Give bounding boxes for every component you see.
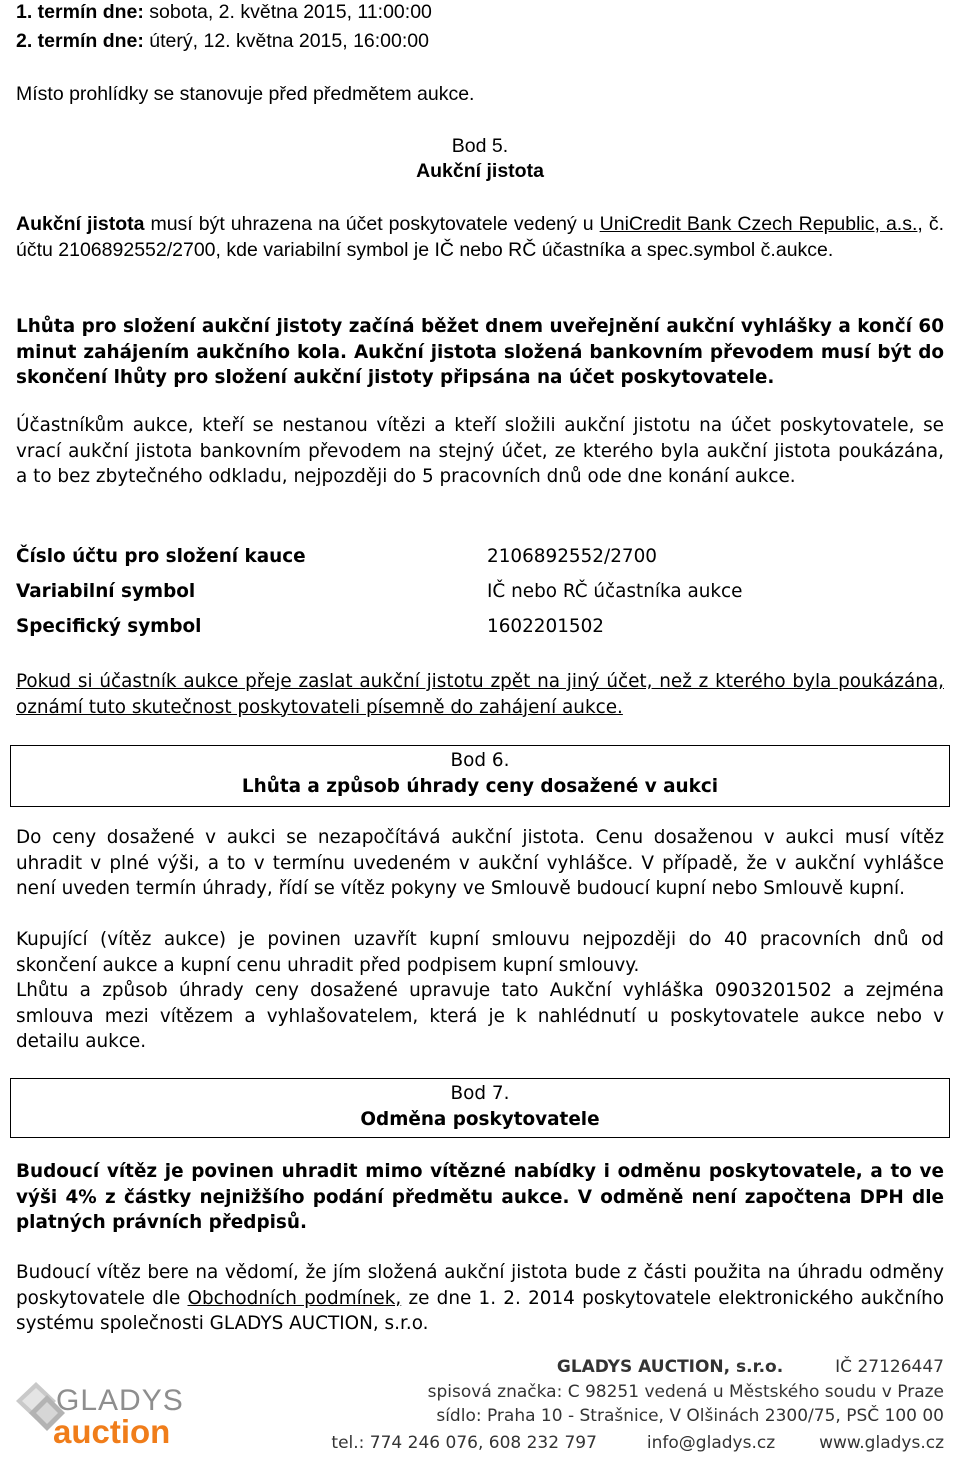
bod5-para1 (16, 212, 944, 263)
bod7-title: Odměna poskytovatele (360, 1109, 600, 1130)
specific-symbol-label: Specifický symbol (16, 616, 202, 637)
bod5-para1-bold: Aukční jistota (16, 213, 145, 235)
footer-address: sídlo: Praha 10 - Strašnice, V Olšinách 2300/75, PSČ 100 00 (436, 1406, 944, 1426)
bod5-title: Aukční jistota (416, 160, 544, 182)
term-2-value: úterý, 12. května 2015, 16:00:00 (149, 30, 429, 52)
footer-line-4 (300, 1431, 944, 1456)
term-2-label: 2. termín dne: (16, 30, 144, 52)
bod7-para2-b: ze dne 1. 2. 2014 poskytovatele elektronického aukčního systému společnosti GLADYS AUCTION, s.r.o. (16, 1287, 944, 1334)
bod7-number: Bod 7. (450, 1083, 510, 1104)
bod6-number: Bod 6. (450, 750, 510, 771)
logo-text-bottom: auction (53, 1413, 171, 1450)
bod5-para2: Lhůta pro složení aukční jistoty začíná běžet dnem uveřejnění aukční vyhlášky a končí 60 minut zahájením aukčního kola. Aukční jistota složená bankovním převodem musí být do skončení lhůty pro složení aukční jistoty připsána na účet poskytovatele. (16, 316, 944, 388)
bod5-number: Bod 5. (451, 135, 509, 157)
logo-mark (14, 1377, 200, 1451)
terms-link[interactable]: Obchodních podmínek, (187, 1287, 402, 1309)
footer-company: GLADYS AUCTION, s.r.o. (556, 1357, 784, 1377)
bank-link[interactable]: UniCredit Bank Czech Republic, a.s. (599, 213, 918, 235)
bod5-para3: Účastníkům aukce, kteří se nestanou vítězi a kteří složili aukční jistotu na účet poskytovatele, se vrací aukční jistota bankovním převodem na stejný účet, ze kterého byla aukční jistota poukázána, a to bez zbytečného odkladu, nejpozději do 5 pracovních dnů ode dne konání aukce. (16, 415, 944, 487)
place-text: Místo prohlídky se stanovuje před předmětem aukce. (16, 83, 475, 105)
term-1-label: 1. termín dne: (16, 1, 144, 23)
logo-text-top: GLADYS (56, 1384, 184, 1417)
account-number-value: 2106892552/2700 (487, 546, 658, 567)
bod6-heading-box (10, 745, 950, 807)
bod7-heading-box (10, 1078, 950, 1138)
bod7-para2-a: Budoucí vítěz bere na vědomí, že jím složená aukční jistota bude z části použita na úhradu odměny poskytovatele dle (16, 1262, 944, 1309)
gladys-auction-logo (14, 1377, 200, 1451)
bod5-note: Pokud si účastník aukce přeje zaslat aukční jistotu zpět na jiný účet, než z kterého byla poukázána, oznámí tuto skutečnost poskytovateli písemně do zahájení aukce. (16, 671, 944, 718)
variable-symbol-label: Variabilní symbol (16, 581, 196, 602)
bod7-para1: Budoucí vítěz je povinen uhradit mimo vítězné nabídky i odměnu poskytovatele, a to ve výši 4% z částky nejnižšího podání předmětu aukce. V odměně není započtena DPH dle platných právních předpisů. (16, 1161, 944, 1233)
account-number-label: Číslo účtu pro složení kauce (16, 546, 306, 567)
term-2 (16, 29, 429, 55)
footer-web[interactable]: www.gladys.cz (819, 1433, 944, 1453)
bod6-para1: Do ceny dosažené v aukci se nezapočítává aukční jistota. Cenu dosaženou v aukci musí vítěz uhradit v plné výši, a to v termínu uvedeném v aukční vyhlášce. V případě, že v aukční vyhlášce není uveden termín úhrady, řídí se vítěz pokyny ve Smlouvě budoucí kupní nebo Smlouvě kupní. (16, 827, 944, 899)
bod6-para2: Kupující (vítěz aukce) je povinen uzavřít kupní smlouvu nejpozději do 40 pracovních dnů od skončení aukce a kupní cenu uhradit před podpisem kupní smlouvy. (16, 929, 944, 976)
footer-phone: tel.: 774 246 076, 608 232 797 (331, 1433, 597, 1453)
term-1-value: sobota, 2. května 2015, 11:00:00 (149, 1, 432, 23)
footer-line-1 (300, 1355, 944, 1380)
footer-email[interactable]: info@gladys.cz (646, 1433, 776, 1453)
bod5-para1-a: musí být uhrazena na účet poskytovatele vedený u (144, 213, 600, 235)
bod7-para2 (16, 1260, 944, 1337)
bod6-para3: Lhůtu a způsob úhrady ceny dosažené upravuje tato Aukční vyhláška 0903201502 a zejména smlouva mezi vítězem a vyhlašovatelem, která je k nahlédnutí u poskytovatele aukce nebo v detailu aukce. (16, 980, 944, 1052)
term-1 (16, 0, 432, 26)
footer-registry: spisová značka: C 98251 vedená u Městského soudu v Praze (427, 1382, 944, 1402)
bod6-title: Lhůta a způsob úhrady ceny dosažené v aukci (241, 776, 719, 797)
footer-ic: IČ 27126447 (835, 1357, 944, 1377)
bod5-para1-b: , č. účtu 2106892552/2700, kde variabilní symbol je IČ nebo RČ účastníka a spec.symbol č.aukce. (16, 213, 945, 261)
variable-symbol-value: IČ nebo RČ účastníka aukce (487, 581, 743, 602)
specific-symbol-value: 1602201502 (487, 616, 605, 637)
